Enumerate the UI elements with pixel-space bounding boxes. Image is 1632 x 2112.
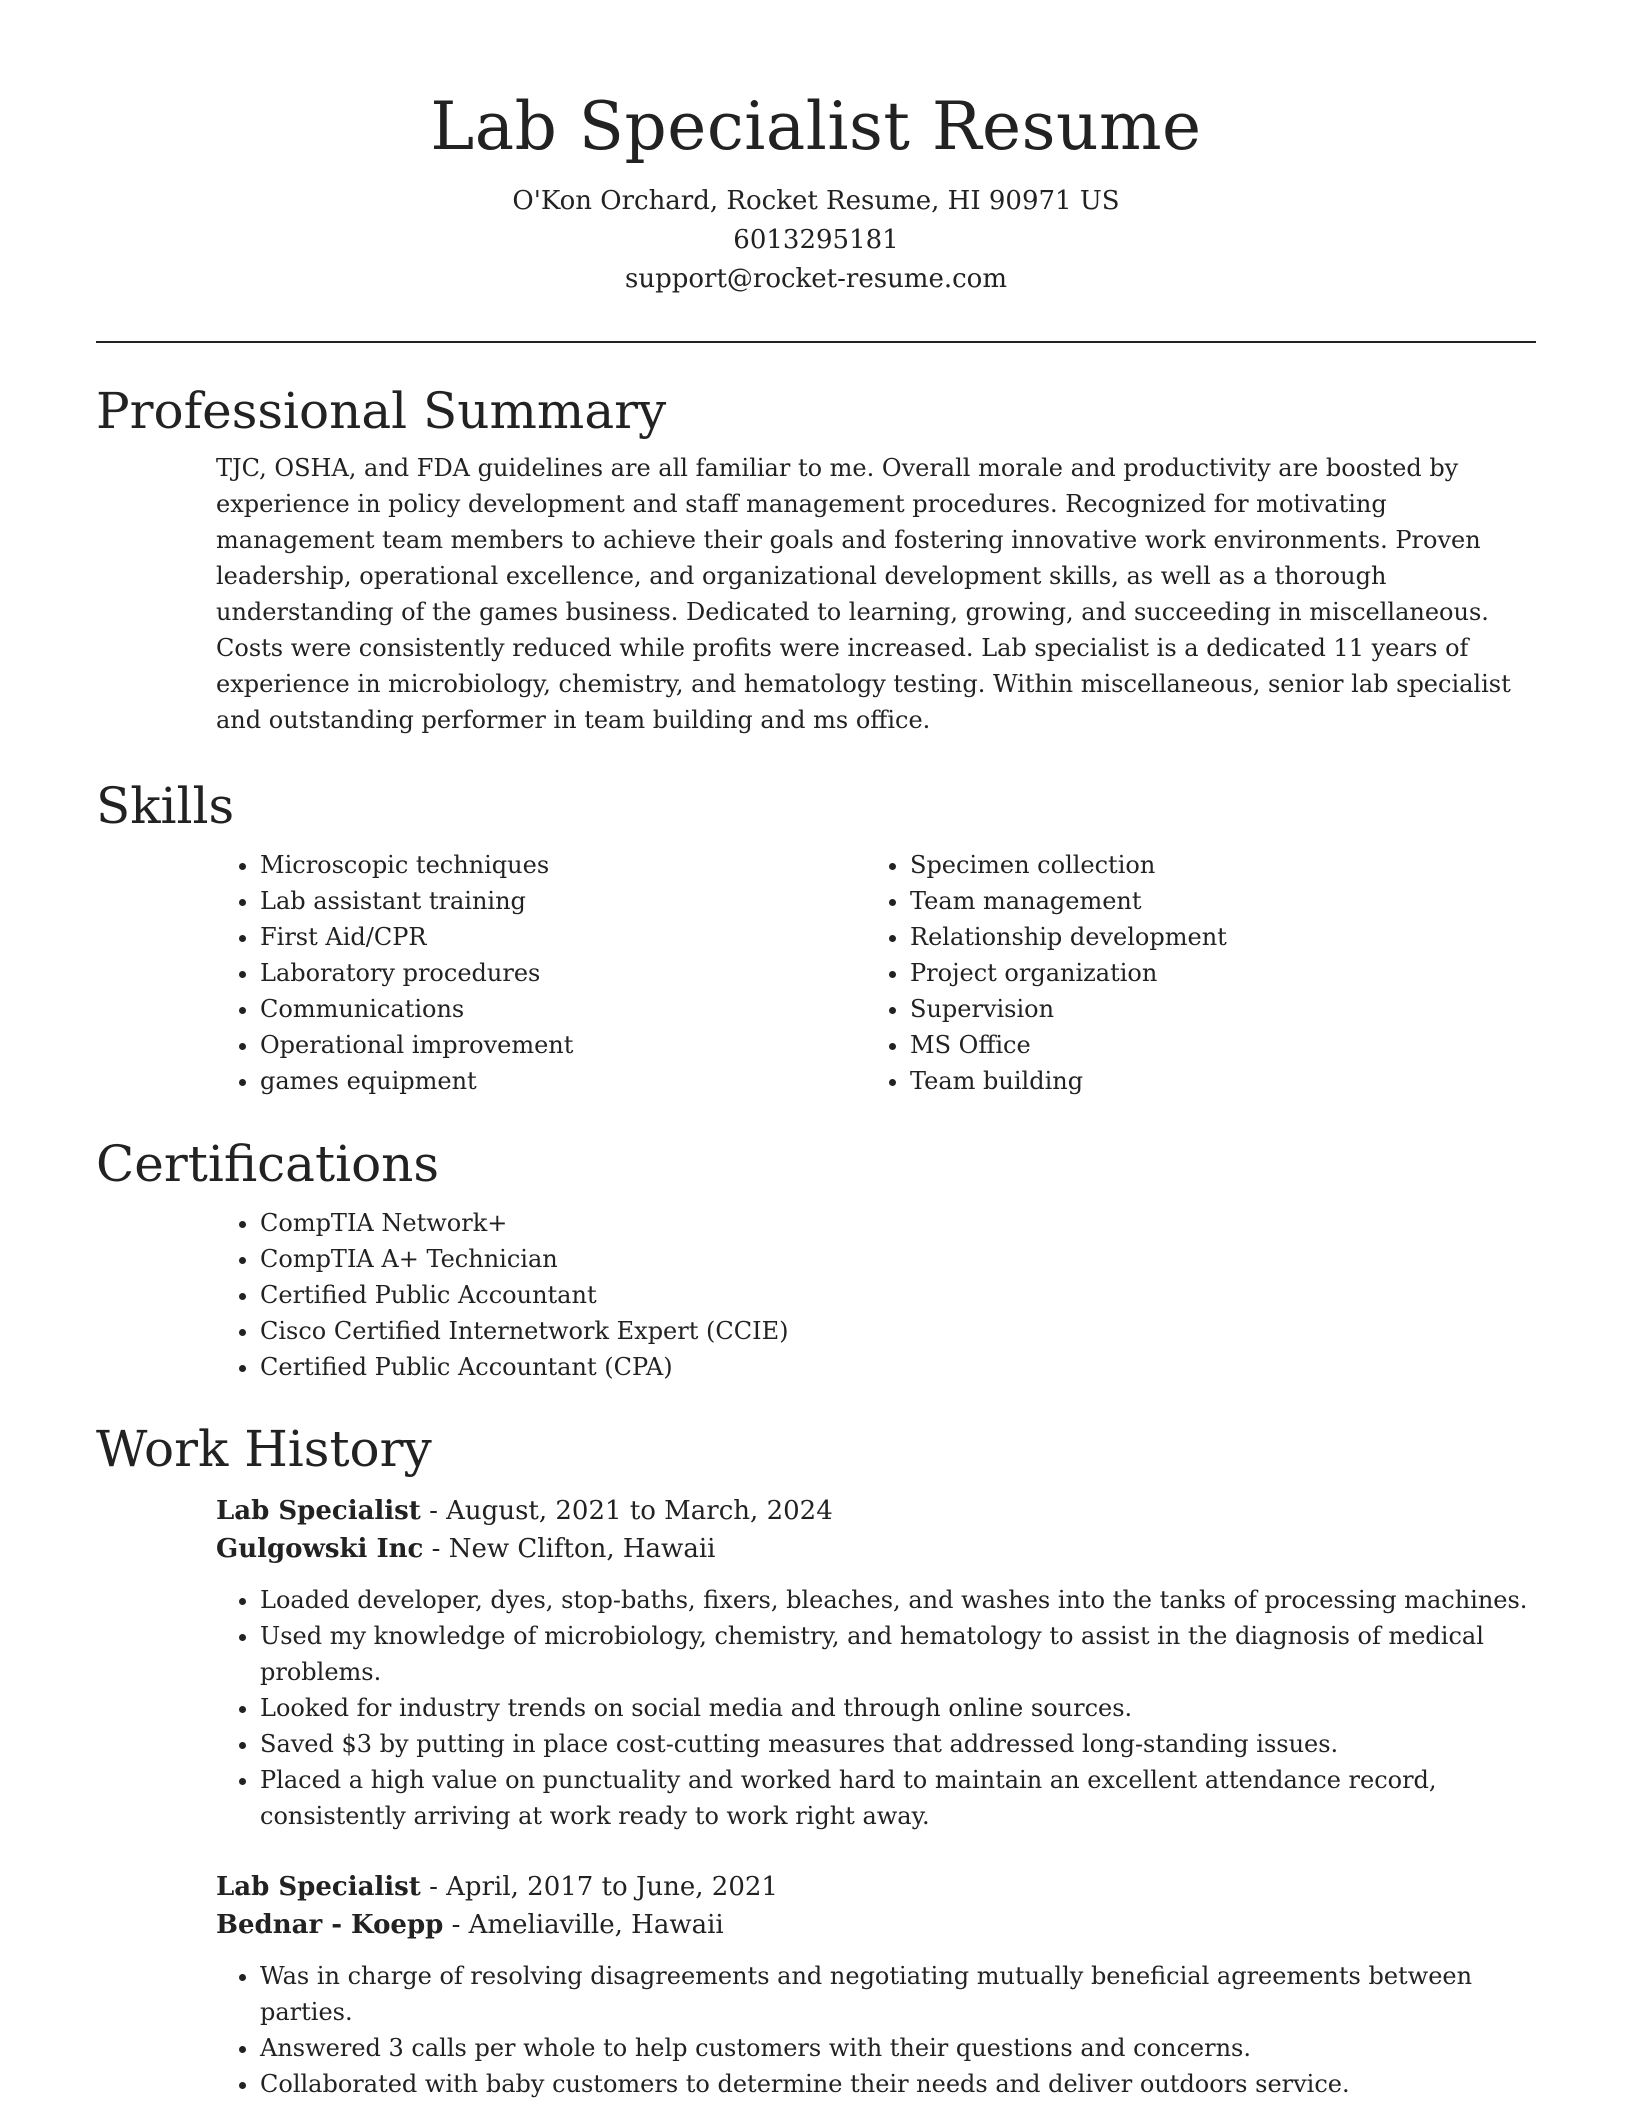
work-history-body [216, 1492, 1536, 2102]
list-item: • Communications [260, 991, 866, 1027]
summary-text: TJC, OSHA, and FDA guidelines are all familiar to me. Overall morale and productivity are boosted by experience in policy development and staff management procedures. Recognized for motivating management team members to achieve their goals and fostering innovative work environments. Proven leadership, operational excellence, and organizational development skills, as well as a thorough understanding of the games business. Dedicated to learning, growing, and succeeding in miscellaneous. Costs were consistently reduced while profits were increased. Lab specialist is a dedicated 11 years of experience in microbiology, chemistry, and hematology testing. Within miscellaneous, senior lab specialist and outstanding performer in team building and ms office. [216, 454, 1511, 734]
certifications-heading: Certifications [96, 1135, 440, 1193]
job-dates: April, 2017 to June, 2021 [446, 1872, 778, 1902]
header-divider [96, 341, 1536, 343]
job-location: Ameliaville, Hawaii [468, 1910, 724, 1940]
list-item: • games equipment [260, 1063, 866, 1099]
skills-list-right [866, 847, 1516, 1099]
job-company-line: Gulgowski Inc - New Clifton, Hawaii [216, 1534, 716, 1564]
list-item: • Team management [910, 883, 1516, 919]
list-item: • CompTIA A+ Technician [260, 1241, 1536, 1277]
list-item: • Certified Public Accountant [260, 1277, 1536, 1313]
certifications-list [216, 1205, 1536, 1385]
list-item: • Loaded developer, dyes, stop-baths, fixers, bleaches, and washes into the tanks of processing machines. [260, 1582, 1536, 1618]
skills-column-left [216, 847, 866, 1099]
list-item: • Relationship development [910, 919, 1516, 955]
list-item: • Answered 3 calls per whole to help customers with their questions and concerns. [260, 2030, 1536, 2066]
contact-info [0, 182, 1632, 299]
summary-section [96, 380, 1536, 738]
skills-column-right [866, 847, 1516, 1099]
contact-phone: 6013295181 [733, 225, 899, 255]
job-title-line: Lab Specialist - April, 2017 to June, 2021 [216, 1872, 778, 1902]
job-company: Gulgowski Inc [216, 1534, 424, 1564]
job-entry [216, 1492, 1536, 1834]
list-item: • Placed a high value on punctuality and worked hard to maintain an excellent attendance record, consistently arriving at work ready to work right away. [260, 1762, 1536, 1834]
list-item: • Was in charge of resolving disagreements and negotiating mutually beneficial agreements between parties. [260, 1958, 1536, 2030]
certifications-section [96, 1133, 1536, 1385]
list-item: • Microscopic techniques [260, 847, 866, 883]
job-company: Bednar - Koepp [216, 1910, 444, 1940]
contact-address: O'Kon Orchard, Rocket Resume, HI 90971 US [512, 186, 1120, 216]
resume-title: Lab Specialist Resume [430, 88, 1202, 165]
skills-list-left [216, 847, 866, 1099]
list-item: • Operational improvement [260, 1027, 866, 1063]
job-entry [216, 1868, 1536, 2102]
list-item: • Specimen collection [910, 847, 1516, 883]
job-bullets [216, 1582, 1536, 1834]
job-title-line: Lab Specialist - August, 2021 to March, 2024 [216, 1496, 833, 1526]
skills-section [96, 775, 1536, 1099]
job-location: New Clifton, Hawaii [448, 1534, 716, 1564]
job-bullets [216, 1958, 1536, 2102]
list-item: • Lab assistant training [260, 883, 866, 919]
work-history-heading: Work History [96, 1420, 432, 1478]
summary-heading: Professional Summary [96, 382, 667, 440]
list-item: • Team building [910, 1063, 1516, 1099]
list-item: • Project organization [910, 955, 1516, 991]
list-item: • Certified Public Accountant (CPA) [260, 1349, 1536, 1385]
list-item: • Saved $3 by putting in place cost-cutting measures that addressed long-standing issues. [260, 1726, 1536, 1762]
job-company-line: Bednar - Koepp - Ameliaville, Hawaii [216, 1910, 724, 1940]
resume-header [0, 0, 1632, 299]
job-title: Lab Specialist [216, 1872, 421, 1902]
job-title: Lab Specialist [216, 1496, 421, 1526]
work-history-section [96, 1418, 1536, 2102]
list-item: • Laboratory procedures [260, 955, 866, 991]
list-item: • Cisco Certified Internetwork Expert (CCIE) [260, 1313, 1536, 1349]
list-item: • Used my knowledge of microbiology, chemistry, and hematology to assist in the diagnosis of medical problems. [260, 1618, 1536, 1690]
skills-columns [216, 847, 1536, 1099]
list-item: • Looked for industry trends on social media and through online sources. [260, 1690, 1536, 1726]
certifications-body [216, 1205, 1536, 1385]
skills-heading: Skills [96, 777, 235, 835]
list-item: • First Aid/CPR [260, 919, 866, 955]
list-item: • CompTIA Network+ [260, 1205, 1536, 1241]
list-item: • Supervision [910, 991, 1516, 1027]
list-item: • MS Office [910, 1027, 1516, 1063]
job-dates: August, 2021 to March, 2024 [446, 1496, 833, 1526]
contact-email: support@rocket-resume.com [624, 264, 1007, 294]
list-item: • Collaborated with baby customers to determine their needs and deliver outdoors service. [260, 2066, 1536, 2102]
